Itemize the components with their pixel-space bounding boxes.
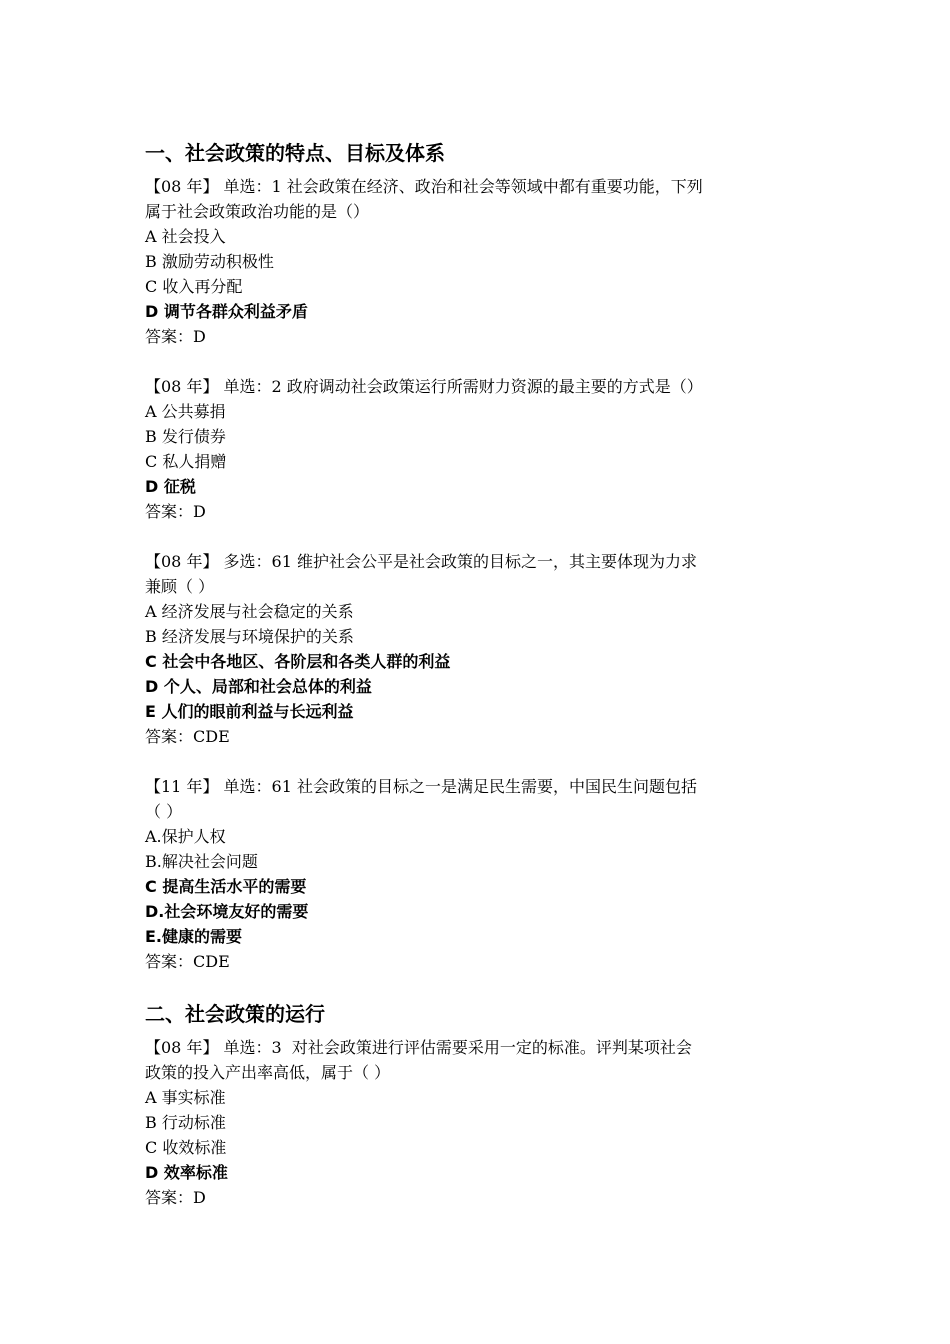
question-stem xyxy=(145,174,810,224)
answer: 答案：D xyxy=(145,327,206,346)
option-c-correct: C 提高生活水平的需要 xyxy=(145,877,307,896)
question-stem xyxy=(145,549,810,599)
option-d-correct: D 效率标准 xyxy=(145,1163,228,1182)
option-e-correct: E 人们的眼前利益与长远利益 xyxy=(145,702,354,721)
answer: 答案：D xyxy=(145,1188,206,1207)
option-a: A 公共募捐 xyxy=(145,402,226,421)
question-stem xyxy=(145,1035,810,1085)
section-1 xyxy=(145,138,810,974)
answer: 答案：CDE xyxy=(145,727,230,746)
option-a: A 事实标准 xyxy=(145,1088,226,1107)
option-b: B.解决社会问题 xyxy=(145,852,258,871)
option-d-correct: D 征税 xyxy=(145,477,196,496)
option-d-correct: D 调节各群众利益矛盾 xyxy=(145,302,308,321)
question-stem xyxy=(145,774,810,824)
option-b: B 发行债券 xyxy=(145,427,226,446)
stem-line: 【08 年】 单选：1 社会政策在经济、政治和社会等领域中都有重要功能，下列 xyxy=(145,177,703,196)
section-2 xyxy=(145,999,810,1210)
option-a: A.保护人权 xyxy=(145,827,226,846)
section-title: 一、社会政策的特点、目标及体系 xyxy=(145,141,445,165)
question xyxy=(145,774,810,974)
option-c: C 收入再分配 xyxy=(145,277,243,296)
section-title: 二、社会政策的运行 xyxy=(145,1002,325,1026)
stem-line: 属于社会政策政治功能的是（） xyxy=(145,202,370,221)
option-c-correct: C 社会中各地区、各阶层和各类人群的利益 xyxy=(145,652,451,671)
answer: 答案：D xyxy=(145,502,206,521)
stem-line: 【08 年】 多选：61 维护社会公平是社会政策的目标之一，其主要体现为力求 xyxy=(145,552,697,571)
stem-line: 【08 年】 单选：3 对社会政策进行评估需要采用一定的标准。评判某项社会 xyxy=(145,1038,692,1057)
question-stem xyxy=(145,374,810,399)
answer: 答案：CDE xyxy=(145,952,230,971)
option-a: A 经济发展与社会稳定的关系 xyxy=(145,602,354,621)
option-c: C 收效标准 xyxy=(145,1138,227,1157)
option-d-correct: D.社会环境友好的需要 xyxy=(145,902,309,921)
option-e-correct: E.健康的需要 xyxy=(145,927,243,946)
document-content xyxy=(145,134,810,1235)
option-b: B 行动标准 xyxy=(145,1113,226,1132)
stem-line: 兼顾（ ） xyxy=(145,577,215,596)
stem-line: （ ） xyxy=(145,802,183,821)
question xyxy=(145,374,810,524)
option-d-correct: D 个人、局部和社会总体的利益 xyxy=(145,677,372,696)
question xyxy=(145,174,810,349)
option-b: B 激励劳动积极性 xyxy=(145,252,274,271)
option-b: B 经济发展与环境保护的关系 xyxy=(145,627,354,646)
stem-line: 【08 年】 单选：2 政府调动社会政策运行所需财力资源的最主要的方式是（） xyxy=(145,377,703,396)
stem-line: 政策的投入产出率高低，属于（ ） xyxy=(145,1063,391,1082)
question xyxy=(145,1035,810,1210)
question xyxy=(145,549,810,749)
option-a: A 社会投入 xyxy=(145,227,226,246)
option-c: C 私人捐赠 xyxy=(145,452,227,471)
stem-line: 【11 年】 单选：61 社会政策的目标之一是满足民生需要，中国民生问题包括 xyxy=(145,777,697,796)
